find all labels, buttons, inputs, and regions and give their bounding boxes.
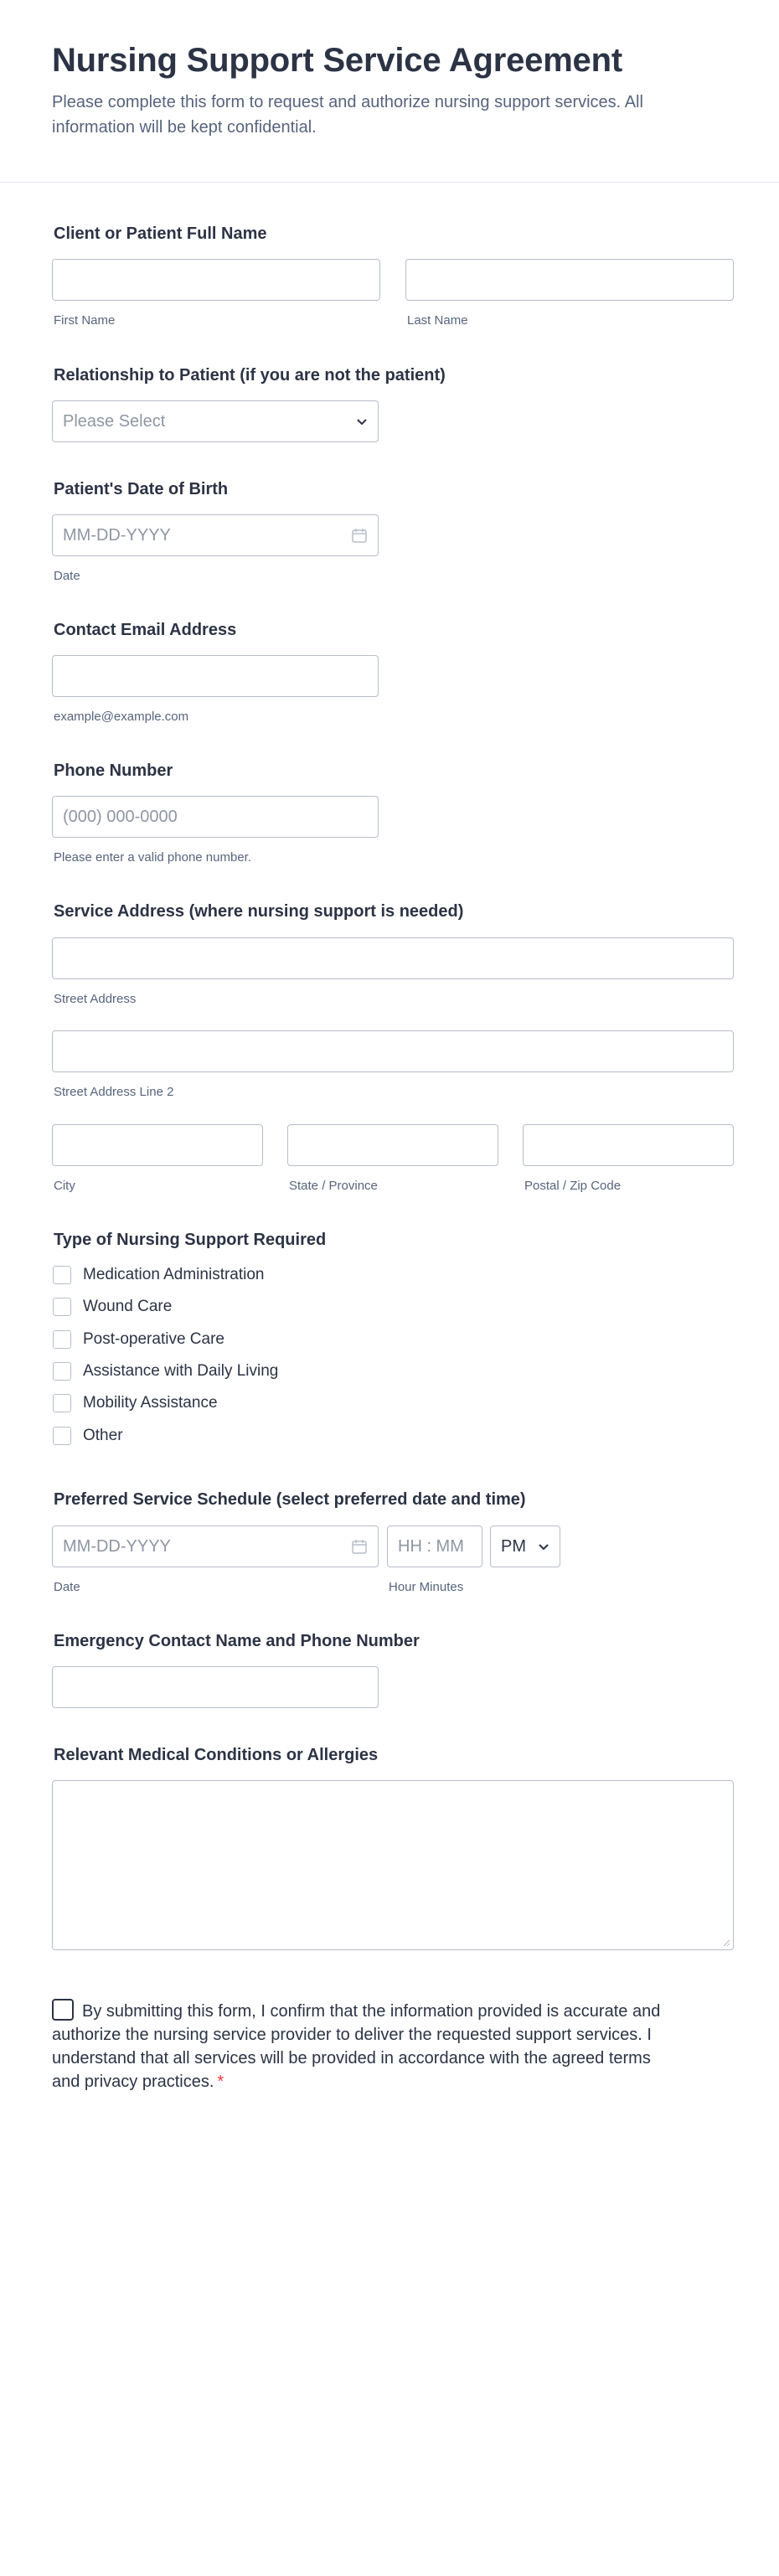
schedule-time-placeholder: HH : MM (398, 1536, 464, 1556)
medical-label: Relevant Medical Conditions or Allergies (54, 1746, 379, 1764)
support-option-wound-care[interactable] (53, 1298, 172, 1316)
first-name-input[interactable] (52, 259, 380, 301)
support-option-daily-living[interactable] (53, 1362, 278, 1381)
terms-text: By submitting this form, I confirm that the information provided is accurate and authorize the nursing service provider to deliver the requested support services. I understand that all services will be provided in accordance with the agreed terms and privacy practices. (52, 2002, 661, 2091)
checkbox-label: Post-operative Care (83, 1330, 224, 1348)
schedule-label: Preferred Service Schedule (select preferred date and time) (54, 1490, 526, 1509)
schedule-date-input[interactable] (52, 1525, 379, 1567)
dob-placeholder: MM-DD-YYYY (63, 525, 171, 545)
checkbox[interactable] (53, 1330, 71, 1349)
phone-sublabel: Please enter a valid phone number. (54, 850, 251, 865)
email-sublabel: example@example.com (54, 710, 189, 724)
email-label: Contact Email Address (54, 621, 237, 639)
checkbox[interactable] (53, 1298, 71, 1316)
city-sublabel: City (54, 1179, 75, 1193)
chevron-down-icon (538, 1541, 549, 1552)
page-title: Nursing Support Service Agreement (52, 42, 622, 79)
checkbox[interactable] (53, 1266, 71, 1284)
dob-sublabel: Date (54, 569, 80, 583)
emergency-contact-input[interactable] (52, 1666, 379, 1708)
checkbox-label: Mobility Assistance (83, 1394, 218, 1412)
state-input[interactable] (287, 1124, 498, 1166)
resize-handle-icon[interactable] (722, 1938, 730, 1947)
schedule-date-sublabel: Date (54, 1580, 80, 1594)
street-address-input[interactable] (52, 937, 734, 979)
form-header (0, 0, 779, 183)
medical-conditions-textarea[interactable] (52, 1780, 734, 1950)
checkbox[interactable] (53, 1427, 71, 1445)
last-name-sublabel: Last Name (407, 313, 468, 328)
schedule-time-sublabel: Hour Minutes (389, 1580, 464, 1594)
relationship-select[interactable] (52, 400, 379, 442)
email-input[interactable] (52, 655, 379, 697)
schedule-ampm-select[interactable] (490, 1525, 560, 1567)
zip-input[interactable] (523, 1124, 734, 1166)
zip-sublabel: Postal / Zip Code (524, 1179, 622, 1193)
required-mark: * (217, 2073, 224, 2091)
city-input[interactable] (52, 1124, 263, 1166)
terms-consent (52, 1999, 663, 2093)
checkbox-label: Wound Care (83, 1298, 173, 1315)
support-option-medication[interactable] (53, 1266, 265, 1284)
checkbox[interactable] (53, 1394, 71, 1412)
street-address-line2-input[interactable] (52, 1030, 734, 1072)
chevron-down-icon (356, 416, 368, 427)
support-option-post-operative[interactable] (53, 1330, 224, 1349)
schedule-date-placeholder: MM-DD-YYYY (63, 1536, 171, 1556)
street-address-line2-sublabel: Street Address Line 2 (54, 1085, 174, 1099)
page-subtitle: Please complete this form to request and authorize nursing support services. All information will be kept confidential. (52, 93, 643, 137)
first-name-sublabel: First Name (54, 313, 116, 328)
support-type-label: Type of Nursing Support Required (54, 1231, 327, 1249)
relationship-placeholder: Please Select (63, 411, 166, 431)
dob-label: Patient's Date of Birth (54, 480, 229, 498)
support-option-mobility[interactable] (53, 1394, 218, 1412)
dob-input[interactable] (52, 514, 379, 556)
full-name-label: Client or Patient Full Name (54, 225, 267, 243)
terms-checkbox[interactable] (52, 1999, 74, 2021)
street-address-sublabel: Street Address (54, 992, 137, 1006)
last-name-input[interactable] (405, 259, 734, 301)
phone-input[interactable] (52, 796, 379, 838)
support-option-other[interactable] (53, 1427, 123, 1445)
calendar-icon[interactable] (351, 1538, 368, 1555)
schedule-time-input[interactable] (387, 1525, 482, 1567)
phone-label: Phone Number (54, 761, 173, 780)
ampm-value: PM (501, 1536, 526, 1556)
address-label: Service Address (where nursing support is needed) (54, 902, 464, 921)
state-sublabel: State / Province (289, 1179, 378, 1193)
phone-placeholder: (000) 000-0000 (63, 807, 178, 826)
checkbox[interactable] (53, 1362, 71, 1381)
relationship-label: Relationship to Patient (if you are not the patient) (54, 366, 446, 385)
checkbox-label: Assistance with Daily Living (83, 1362, 279, 1380)
checkbox-label: Medication Administration (83, 1266, 265, 1283)
emergency-label: Emergency Contact Name and Phone Number (54, 1632, 420, 1650)
calendar-icon[interactable] (351, 527, 368, 544)
checkbox-label: Other (83, 1427, 123, 1444)
